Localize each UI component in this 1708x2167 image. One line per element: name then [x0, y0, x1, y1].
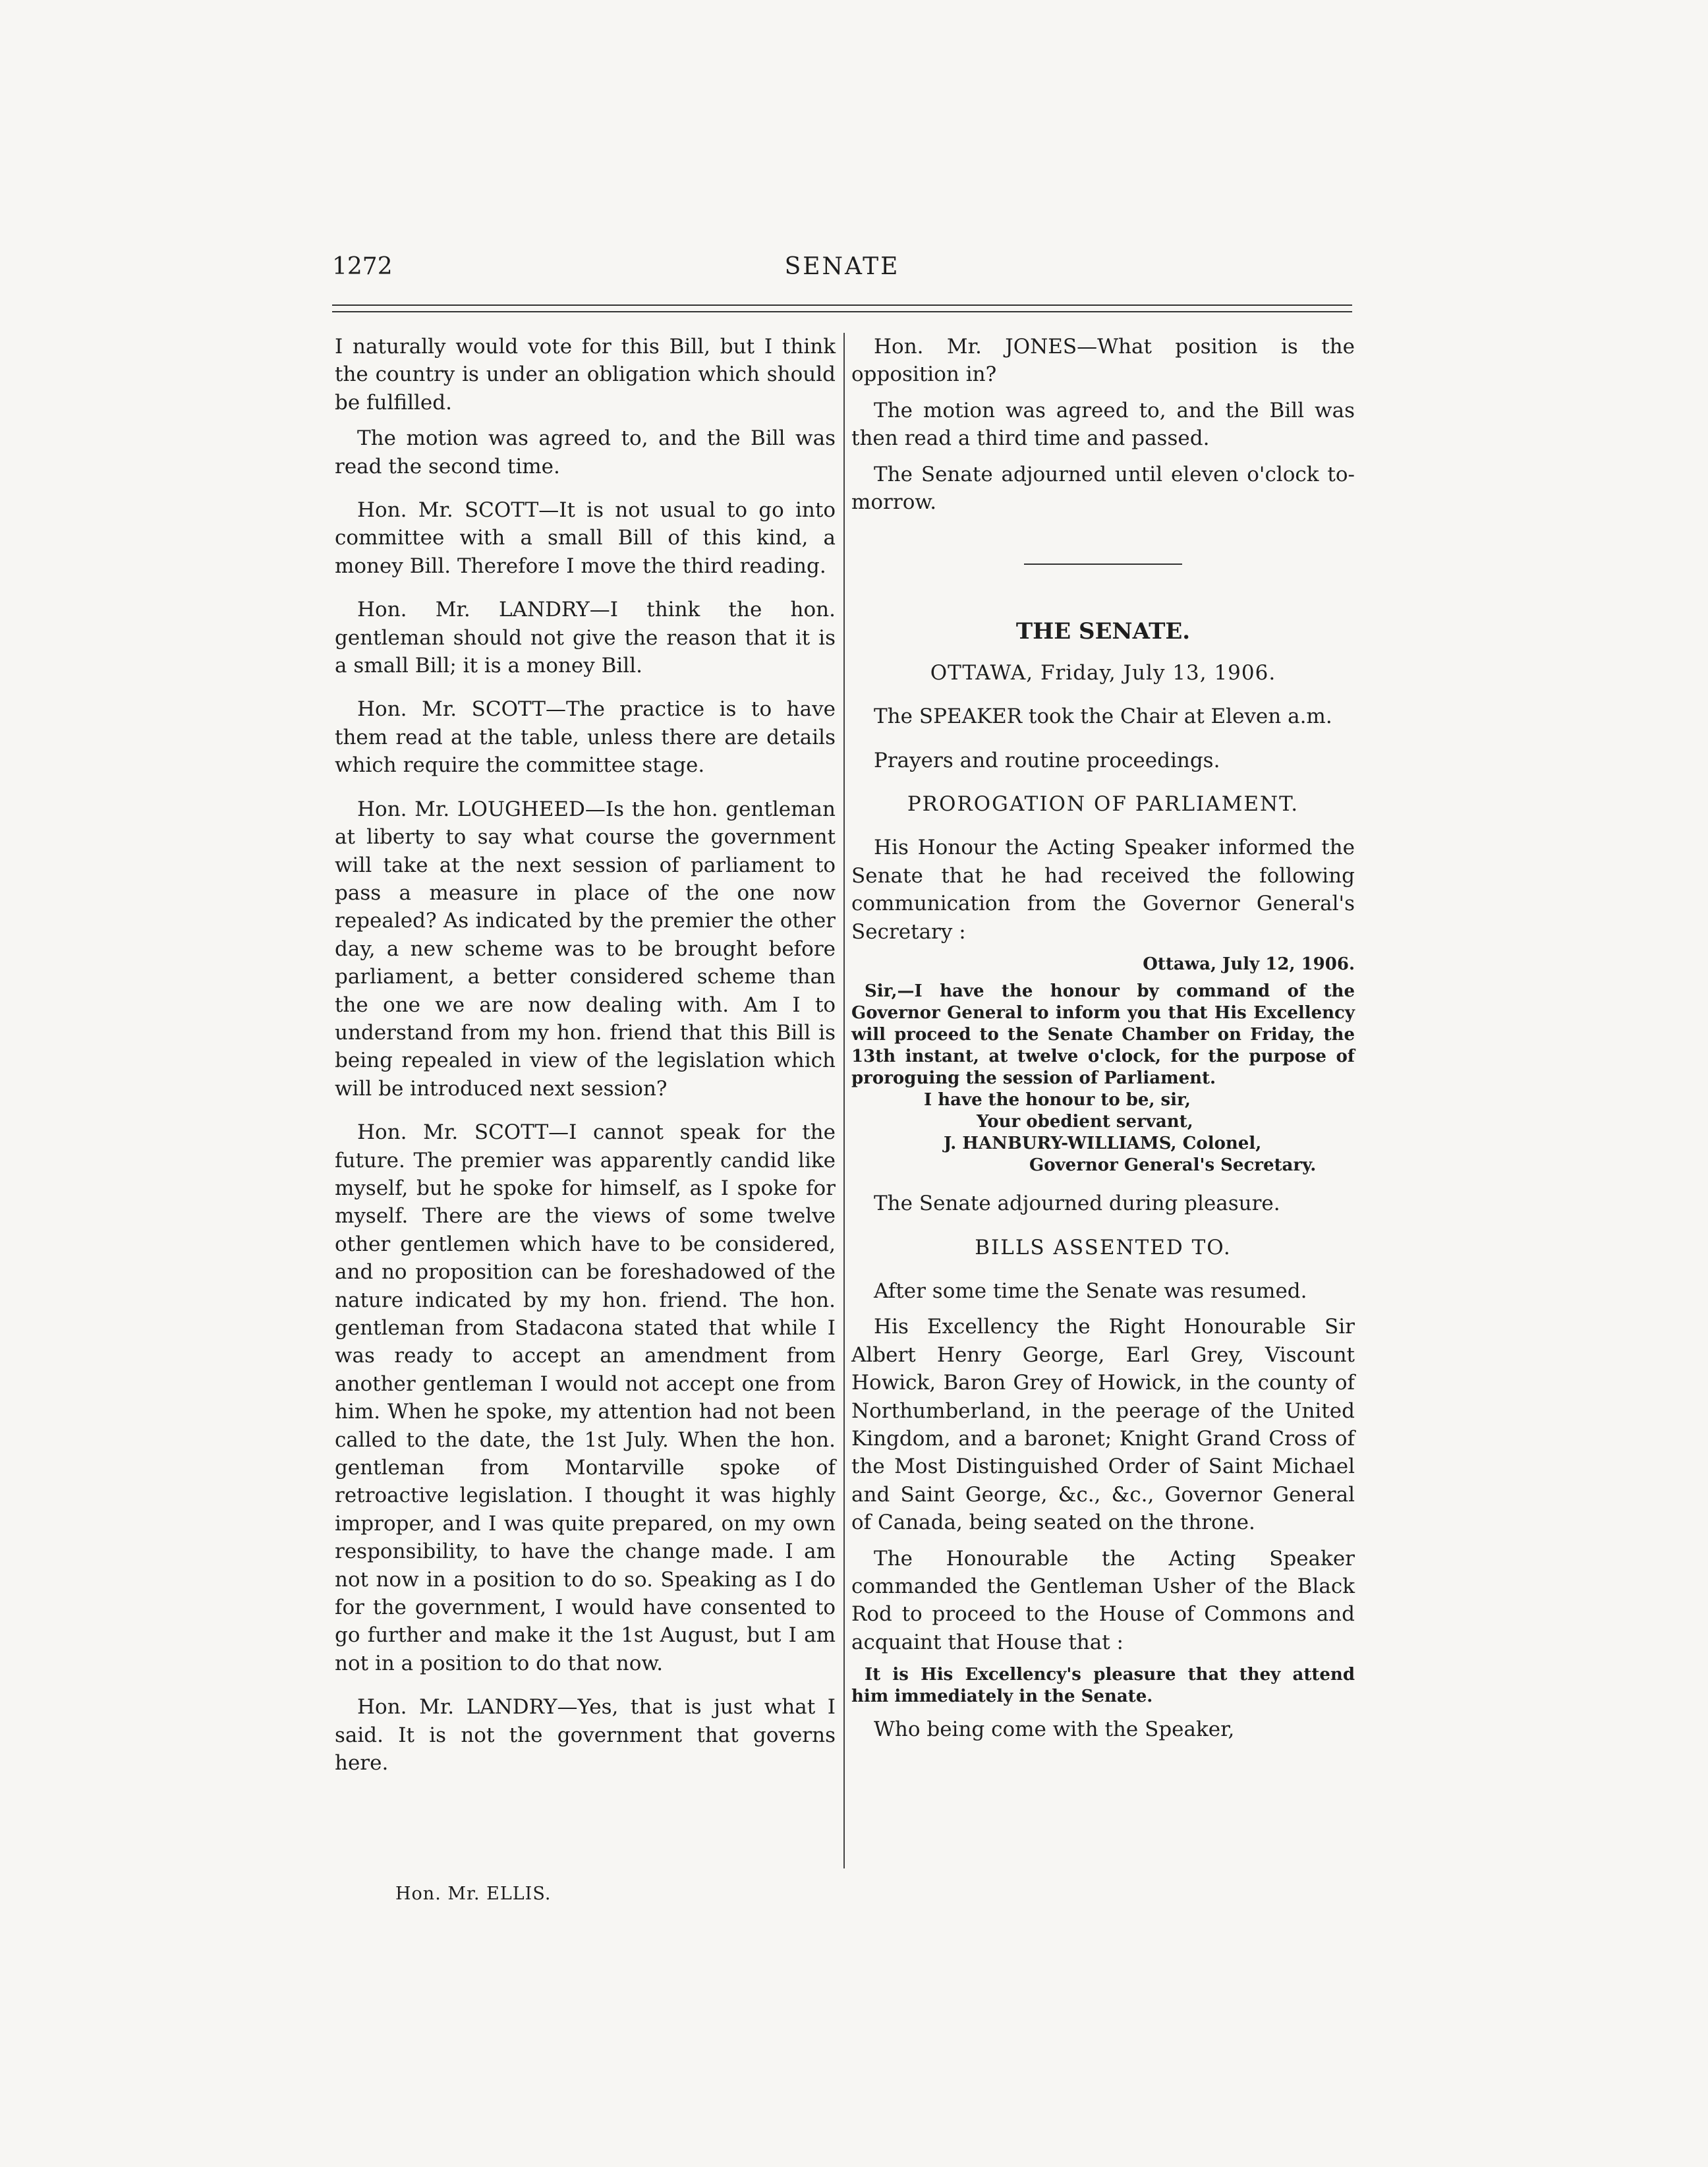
left-column: [335, 333, 836, 1793]
letter-body: Sir,—I have the honour by command of the Governor General to inform you that His Excellency will proceed to the Senate Chamber on Friday, the 13th instant, at twelve o'clock, for the purpose of proroguing the session of Parliament.: [851, 981, 1355, 1089]
paragraph: The Honourable the Acting Speaker commanded the Gentleman Usher of the Black Rod to proceed to the House of Commons and acquaint that House that :: [851, 1546, 1355, 1654]
letter-closing: I have the honour to be, sir,: [924, 1090, 1191, 1111]
header-rule: [332, 304, 1352, 312]
paragraph: Hon. Mr. SCOTT—I cannot speak for the future. The premier was apparently candid like myself, but he spoke for himself, as I spoke for myself. There are the views of some twelve other gentlemen which have to be considered, and no proposition can be foreshadowed of the nature indicated by my hon. friend. The hon. gentleman from Stadacona stated that while I was ready to accept an amendment from another gentleman I would not accept one from him. When he spoke, my attention had not been called to the date, the 1st July. When the hon. gentleman from Montarville spoke of retroactive legislation. I thought it was highly improper, and I was quite prepared, on my own responsibility, to have the change made. I am not now in a position to do so. Speaking as I do for the government, I would have consented to go further and make it the 1st August, but I am not in a position to do that now.: [335, 1120, 836, 1675]
paragraph: I naturally would vote for this Bill, but I think the country is under an obligation which should be fulfilled.: [335, 335, 836, 415]
catchword-footer: Hon. Mr. ELLIS.: [395, 1884, 552, 1904]
paragraph: Hon. Mr. LANDRY—Yes, that is just what I said. It is not the government that governs here.: [335, 1695, 836, 1776]
paragraph: The Senate adjourned during pleasure.: [874, 1192, 1280, 1216]
paragraph: The SPEAKER took the Chair at Eleven a.m.: [874, 705, 1332, 729]
letter-closing-2: Your obedient servant,: [977, 1112, 1193, 1132]
paragraph: Prayers and routine proceedings.: [874, 748, 1220, 772]
paragraph: Hon. Mr. JONES—What position is the opposition in?: [851, 335, 1355, 387]
paragraph: His Honour the Acting Speaker informed the Senate that he had received the following communication from the Governor General's Secretary :: [851, 836, 1355, 944]
paragraph: Who being come with the Speaker,: [874, 1718, 1235, 1742]
column-divider: [843, 333, 845, 1868]
paragraph: Hon. Mr. SCOTT—The practice is to have them read at the table, unless there are details which require the committee stage.: [335, 697, 836, 778]
heading-prorogation: PROROGATION OF PARLIAMENT.: [907, 792, 1299, 817]
paragraph: Hon. Mr. LANDRY—I think the hon. gentleman should not give the reason that it is a small Bill; it is a money Bill.: [335, 598, 836, 678]
letter-date: Ottawa, July 12, 1906.: [1143, 954, 1355, 975]
running-head: SENATE: [784, 253, 900, 280]
quoted-message: It is His Excellency's pleasure that they attend him immediately in the Senate.: [851, 1665, 1355, 1707]
page-number: 1272: [332, 253, 393, 280]
letter-signature: J. HANBURY-WILLIAMS, Colonel,: [944, 1134, 1262, 1154]
letter-signature-title: Governor General's Secretary.: [1029, 1155, 1317, 1176]
section-rule: [1024, 563, 1182, 565]
paragraph: The motion was agreed to, and the Bill was then read a third time and passed.: [851, 398, 1355, 451]
section-title: THE SENATE.: [1015, 618, 1191, 645]
letter-block: [851, 954, 1355, 1176]
dateline: OTTAWA, Friday, July 13, 1906.: [930, 660, 1276, 685]
page-header: [332, 253, 1352, 293]
paragraph: The motion was agreed to, and the Bill was read the second time.: [335, 426, 836, 478]
paragraph: After some time the Senate was resumed.: [874, 1279, 1307, 1303]
heading-bills-assented: BILLS ASSENTED TO.: [975, 1235, 1232, 1259]
paragraph: Hon. Mr. LOUGHEED—Is the hon. gentleman at liberty to say what course the government will take at the next session of parliament to pass a measure in place of the one now repealed? As indicated by the premier the other day, a new scheme was to be brought before parliament, a better considered scheme than the one we are now dealing with. Am I to understand from my hon. friend that this Bill is being repealed in view of the legislation which will be introduced next session?: [335, 797, 836, 1101]
paragraph: Hon. Mr. SCOTT—It is not usual to go into committee with a small Bill of this kind, a money Bill. Therefore I move the third reading.: [335, 498, 836, 578]
paragraph: His Excellency the Right Honourable Sir Albert Henry George, Earl Grey, Viscount Howick, Baron Grey of Howick, in the county of Northumberland, in the peerage of the United Kingdom, and a baronet; Knight Grand Cross of the Most Distinguished Order of Saint Michael and Saint George, &c., &c., Governor General of Canada, being seated on the throne.: [851, 1315, 1355, 1535]
right-column: [851, 333, 1355, 1752]
paragraph: The Senate adjourned until eleven o'clock to-morrow.: [851, 462, 1355, 515]
